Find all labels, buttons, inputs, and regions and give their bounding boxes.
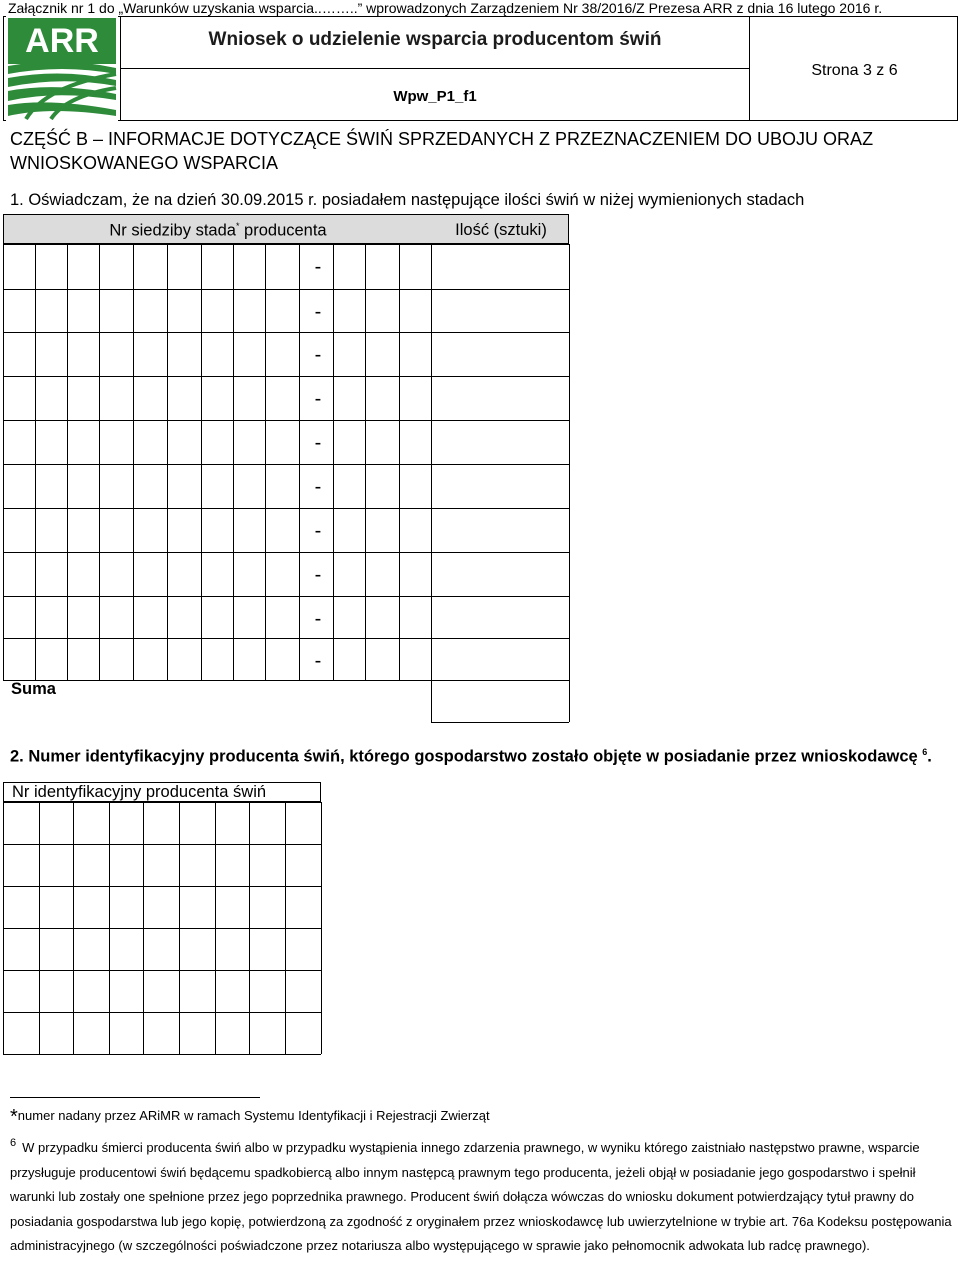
footnote-star: *numer nadany przez ARiMR w ramach Systemu Identyfikacji i Rejestracji Zwierząt [10,1106,490,1128]
herd-number-dash: - [314,608,322,630]
grid-line [299,244,300,722]
grid-line [3,844,321,845]
grid-line [3,638,569,639]
form-code: Wpw_P1_f1 [393,88,477,105]
part-b-title: CZĘŚĆ B – INFORMACJE DOTYCZĄCE ŚWIŃ SPRZEDANYCH Z PRZEZNACZENIEM DO UBOJU ORAZ WNIOSKOWANEGO WSPARCIA [10,129,874,173]
sum-row-blank [2,681,431,725]
arr-logo-graphic [6,16,118,121]
grid-line [3,886,321,887]
grid-line [99,244,100,722]
grid-line [569,244,570,722]
grid-line [431,244,432,722]
grid-line [3,244,4,722]
footnote-separator [10,1097,260,1098]
grid-line [35,244,36,722]
grid-line [3,552,569,553]
grid-line [431,722,569,723]
form-title: Wniosek o udzielenie wsparcia producentom świń [208,29,662,50]
quantity-header: Ilość (sztuki) [455,221,547,239]
producer-id-header: Nr identyfikacyjny producenta świń [3,782,321,802]
svg-text:ARR: ARR [25,22,99,60]
grid-line [3,1054,321,1055]
grid-line [3,244,569,245]
herd-number-header: Nr siedziby stada* producenta [109,221,327,240]
herd-number-dash: - [314,520,322,542]
herd-number-dash: - [314,388,322,410]
grid-line [3,420,569,421]
herd-number-dash: - [314,256,322,278]
question-1: 1. Oświadczam, że na dzień 30.09.2015 r. posiadałem następujące ilości świń w niżej wymienionych stadach [10,191,805,209]
grid-line [3,332,569,333]
grid-line [3,464,569,465]
grid-line [3,289,569,290]
grid-line [133,244,134,722]
grid-line [167,244,168,722]
grid-line [3,508,569,509]
producer-id-table [3,802,321,1054]
grid-line [3,376,569,377]
herd-number-dash: - [314,432,322,454]
grid-line [233,244,234,722]
herd-number-dash: - [314,344,322,366]
herd-number-dash: - [314,301,322,323]
grid-line [399,244,400,722]
grid-line [3,802,321,803]
grid-line [3,970,321,971]
grid-line [265,244,266,722]
grid-line [201,244,202,722]
grid-line [3,596,569,597]
arr-logo [6,16,118,121]
sum-label: Suma [11,680,56,698]
herd-number-dash: - [314,476,322,498]
grid-line [3,1012,321,1013]
herd-number-dash: - [314,564,322,586]
grid-line [321,802,322,1054]
form-header [3,16,958,121]
herd-quantity-table [3,214,569,722]
question-2: 2. Numer identyfikacyjny producenta świń, którego gospodarstwo zostało objęte w posiadanie przez wnioskodawcę $^6$. [10,747,932,766]
herd-number-dash: - [314,650,322,672]
grid-line [333,244,334,722]
footnote-6: $^6$ W przypadku śmierci producenta świń albo w przypadku wystąpienia innego zdarzenia prawnego, w wyniku którego zaistniało następstwo prawne, wsparcie przysługuje producentowi świń będącemu spadkobiercą albo innym następcą prawnym tego producenta, jeżeli objął w posiadanie jego gospodarstwo i spełnił warunki lub zostały one spełnione przez jego poprzednika prawnego. Producent świń dołącza wówczas do wniosku dokument potwierdzający tytuł prawny do posiadania gospodarstwa lub jego kopię, potwierdzoną za zgodność z oryginałem przez wnioskodawcę lub uwierzytelnione w trybie art. 76a Kodeksu postępowania administracyjnego (w szczególności poświadczone przez notariusza albo występującego w sprawie jako pełnomocnik adwokata lub radcę prawnego). [10,1137,952,1253]
grid-line [365,244,366,722]
page-number: Strona 3 z 6 [811,62,898,79]
herd-table-header [3,214,569,244]
attachment-note: Załącznik nr 1 do „Warunków uzyskania wsparcia..……..” wprowadzonych Zarządzeniem Nr 38/2016/Z Prezesa ARR z dnia 16 lutego 2016 r. [8,0,883,16]
grid-line [3,928,321,929]
grid-line [67,244,68,722]
